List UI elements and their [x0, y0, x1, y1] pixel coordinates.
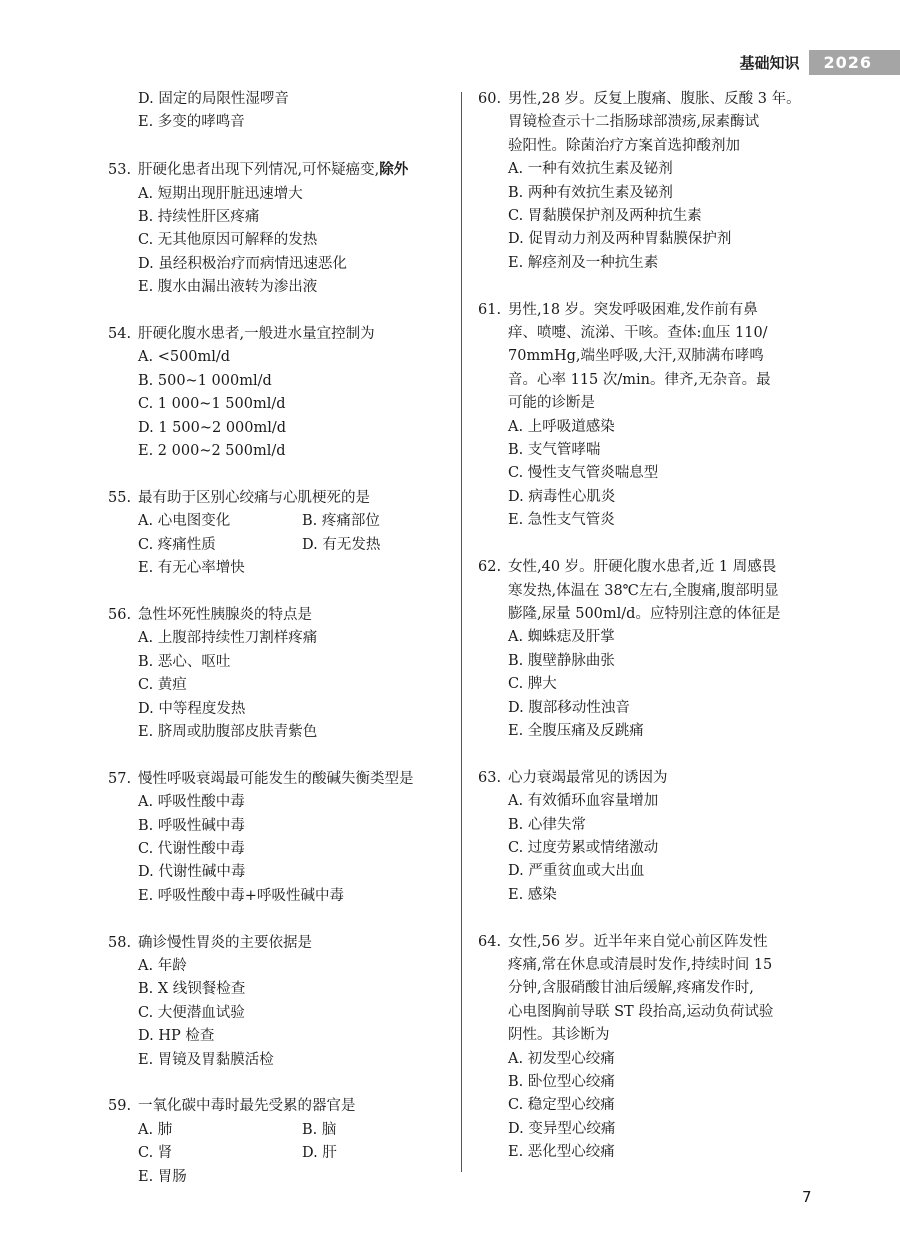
question-stem: 寒发热,体温在 38℃左右,全腹痛,腹部明显	[508, 582, 779, 599]
option-a: A. 有效循环血容量增加	[508, 793, 659, 810]
option-a: A. 一种有效抗生素及铋剂	[508, 161, 673, 178]
question-number: 53.	[108, 162, 132, 179]
option-b: B. 支气管哮喘	[508, 442, 601, 459]
option-a: A. 肺	[138, 1121, 173, 1138]
question-stem: 59. 一氧化碳中毒时最先受累的器官是	[108, 1095, 448, 1118]
question-number: 59.	[108, 1098, 132, 1115]
question-59	[108, 1095, 448, 1189]
option-a: A. 蜘蛛痣及肝掌	[508, 629, 615, 646]
question-stem: 音。心率 115 次/min。律齐,无杂音。最	[508, 371, 771, 388]
option-e: E. 有无心率增快	[138, 560, 245, 577]
option-e: E. 胃镜及胃黏膜活检	[138, 1051, 274, 1068]
question-stem: 阴性。其诊断为	[508, 1027, 610, 1044]
question-number: 57.	[108, 770, 132, 787]
question-number: 63.	[478, 769, 502, 786]
option-b: B. X 线钡餐检查	[138, 981, 246, 998]
question-number: 55.	[108, 489, 132, 506]
question-58	[108, 932, 448, 1072]
option-a: A. 初发型心绞痛	[508, 1050, 615, 1067]
option-e: E. 多变的哮鸣音	[138, 114, 245, 131]
option-row	[108, 510, 448, 533]
option-d: D. 变异型心绞痛	[508, 1120, 616, 1137]
option-c: C. 稳定型心绞痛	[508, 1097, 615, 1114]
option-d: D. 严重贫血或大出血	[508, 863, 645, 880]
question-number: 60.	[478, 91, 502, 107]
question-57	[108, 768, 448, 908]
question-stem: 胃镜检查示十二指肠球部溃疡,尿素酶试	[508, 114, 760, 131]
question-stem: 55. 最有助于区别心绞痛与心肌梗死的是	[108, 487, 448, 510]
option-d: D. 腹部移动性浊音	[508, 699, 630, 716]
option-row	[108, 534, 448, 557]
question-stem: 57. 慢性呼吸衰竭最可能发生的酸碱失衡类型是	[108, 768, 448, 791]
option-e: E. 急性支气管炎	[508, 512, 615, 529]
option-a: A. 心电图变化	[138, 513, 231, 530]
option-b: B. 恶心、呕吐	[138, 653, 231, 670]
question-number: 54.	[108, 326, 132, 343]
option-d: D. 固定的局限性湿啰音	[138, 91, 289, 107]
page-header	[739, 48, 900, 76]
question-62	[478, 556, 818, 743]
option-row	[108, 1142, 448, 1165]
option-b: B. 500~1 000ml/d	[138, 372, 272, 389]
question-56	[108, 604, 448, 744]
option-b: B. 呼吸性碱中毒	[138, 817, 245, 834]
option-c: C. 胃黏膜保护剂及两种抗生素	[508, 208, 702, 225]
question-53	[108, 158, 448, 299]
option-e: E. 胃肠	[138, 1168, 187, 1185]
option-d: D. 病毒性心肌炎	[508, 488, 616, 505]
option-b: B. 持续性肝区疼痛	[138, 209, 260, 226]
option-b: B. 疼痛部位	[302, 513, 380, 530]
question-stem: 验阳性。除菌治疗方案首选抑酸剂加	[508, 137, 740, 154]
option-c: C. 慢性支气管炎喘息型	[508, 465, 659, 482]
section-title: 基础知识	[739, 53, 800, 72]
option-a: A. 短期出现肝脏迅速增大	[138, 185, 303, 202]
question-stem: 53. 肝硬化患者出现下列情况,可怀疑癌变,除外	[108, 158, 448, 182]
question-stem: 58. 确诊慢性胃炎的主要依据是	[108, 932, 448, 955]
question-number: 58.	[108, 934, 132, 951]
right-column	[478, 88, 818, 1165]
option-e: E. 腹水由漏出液转为渗出液	[138, 279, 318, 296]
option-b: B. 心律失常	[508, 816, 586, 833]
question-stem: 70mmHg,端坐呼吸,大汗,双肺满布哮鸣	[508, 348, 764, 365]
question-60	[478, 88, 818, 275]
question-61	[478, 299, 818, 533]
option-a: A. 上腹部持续性刀割样疼痛	[138, 630, 318, 647]
question-stem: 痒、喷嚏、流涕、干咳。查体:血压 110/	[508, 325, 768, 342]
question-stem: 疼痛,常在休息或清晨时发作,持续时间 15	[508, 956, 773, 973]
option-c: C. 疼痛性质	[138, 536, 216, 553]
emphasis-except: 除外	[379, 161, 409, 179]
option-row	[108, 1119, 448, 1142]
option-c: C. 脾大	[508, 676, 557, 693]
option-c: C. 1 000~1 500ml/d	[138, 396, 286, 413]
question-64	[478, 931, 818, 1165]
question-stem: 56. 急性坏死性胰腺炎的特点是	[108, 604, 448, 627]
year-badge: 2026	[809, 50, 900, 75]
option-c: C. 无其他原因可解释的发热	[138, 232, 318, 249]
question-stem: 心电图胸前导联 ST 段抬高,运动负荷试验	[508, 1003, 774, 1020]
question-63	[478, 767, 818, 907]
left-column	[108, 88, 448, 1189]
option-b: B. 脑	[302, 1121, 337, 1138]
option-b: B. 两种有效抗生素及铋剂	[508, 184, 673, 201]
option-a: A. 年龄	[138, 957, 187, 974]
option-d: D. 促胃动力剂及两种胃黏膜保护剂	[508, 231, 732, 248]
question-stem: 54. 肝硬化腹水患者,一般进水量宜控制为	[108, 323, 448, 346]
option-c: C. 代谢性酸中毒	[138, 840, 245, 857]
question-number: 64.	[478, 933, 502, 950]
option-e: E. 解痉剂及一种抗生素	[508, 254, 659, 271]
option-d: D. 代谢性碱中毒	[138, 864, 246, 881]
option-e: E. 呼吸性酸中毒+呼吸性碱中毒	[138, 887, 344, 904]
option-b: B. 卧位型心绞痛	[508, 1074, 615, 1090]
option-e: E. 恶化型心绞痛	[508, 1144, 615, 1161]
option-a: A. 上呼吸道感染	[508, 418, 615, 435]
option-c: C. 肾	[138, 1145, 173, 1162]
question-stem: 分钟,含服硝酸甘油后缓解,疼痛发作时,	[508, 980, 754, 997]
option-e: E. 全腹压痛及反跳痛	[508, 722, 644, 739]
question-number: 56.	[108, 606, 132, 623]
question-stem: 61. 男性,18 岁。突发呼吸困难,发作前有鼻	[478, 299, 818, 322]
column-divider	[461, 92, 462, 1172]
option-d: D. 有无发热	[302, 536, 381, 553]
question-54	[108, 323, 448, 463]
option-e: E. 2 000~2 500ml/d	[138, 443, 286, 460]
option-d: D. HP 检查	[138, 1028, 215, 1045]
question-stem: 62. 女性,40 岁。肝硬化腹水患者,近 1 周感畏	[478, 556, 818, 579]
option-d: D. 肝	[302, 1145, 337, 1162]
question-number: 61.	[478, 301, 502, 318]
option-e: E. 感染	[508, 886, 557, 903]
option-c: C. 过度劳累或情绪激动	[508, 839, 659, 856]
question-55	[108, 487, 448, 581]
question-52-continued	[108, 88, 448, 135]
question-number: 62.	[478, 559, 502, 576]
question-stem: 膨隆,尿量 500ml/d。应特别注意的体征是	[508, 605, 781, 622]
question-stem: 64. 女性,56 岁。近半年来自觉心前区阵发性	[478, 931, 818, 954]
option-c: C. 大便潜血试验	[138, 1004, 245, 1021]
option-a: A. 呼吸性酸中毒	[138, 794, 245, 811]
question-stem: 60. 男性,28 岁。反复上腹痛、腹胀、反酸 3 年。	[478, 88, 818, 111]
option-a: A. <500ml/d	[138, 349, 231, 366]
option-d: D. 1 500~2 000ml/d	[138, 419, 287, 436]
page-number: 7	[802, 1188, 812, 1206]
option-b: B. 腹壁静脉曲张	[508, 652, 615, 669]
option-d: D. 中等程度发热	[138, 700, 246, 717]
question-stem: 63. 心力衰竭最常见的诱因为	[478, 767, 818, 790]
option-e: E. 脐周或肋腹部皮肤青紫色	[138, 723, 318, 740]
option-c: C. 黄疸	[138, 677, 187, 694]
question-stem: 可能的诊断是	[508, 395, 595, 412]
option-d: D. 虽经积极治疗而病情迅速恶化	[138, 255, 347, 272]
